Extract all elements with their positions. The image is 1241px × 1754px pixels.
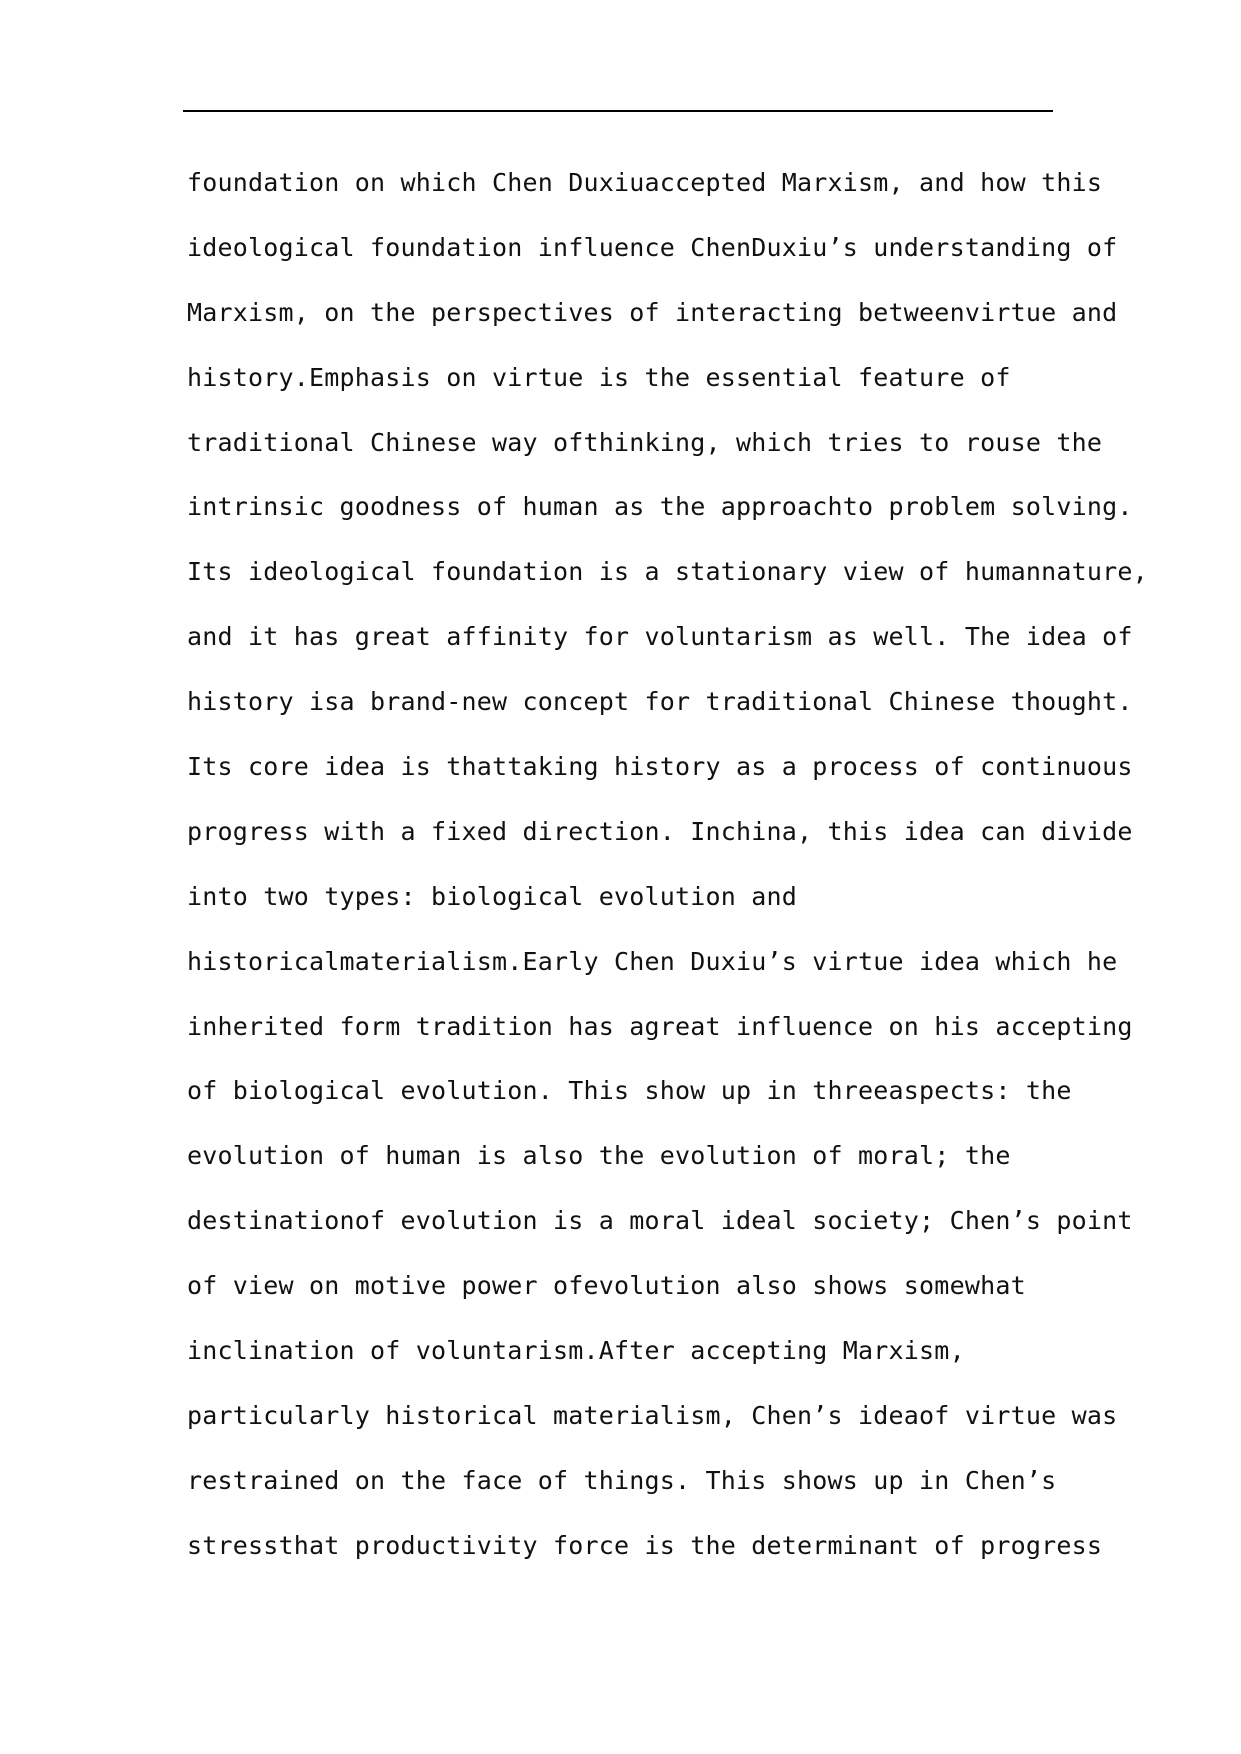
text-line: Marxism, on the perspectives of interacting betweenvirtue and xyxy=(187,297,1118,327)
text-line: progress with a fixed direction. Inchina, this idea can divide xyxy=(187,816,1133,846)
text-line: inherited form tradition has agreat influence on his accepting xyxy=(187,1011,1133,1041)
text-line: historicalmaterialism.Early Chen Duxiu’s virtue idea which he xyxy=(187,946,1118,976)
text-line: inclination of voluntarism.After accepting Marxism, xyxy=(187,1336,965,1366)
text-line: Its core idea is thattaking history as a process of continuous xyxy=(187,752,1133,782)
text-line: and it has great affinity for voluntarism as well. The idea of xyxy=(187,622,1133,652)
text-line: intrinsic goodness of human as the approachto problem solving. xyxy=(187,492,1133,522)
text-line: stressthat productivity force is the determinant of progress xyxy=(187,1530,1103,1560)
header-rule xyxy=(183,110,1053,112)
text-line: history isa brand-new concept for traditional Chinese thought. xyxy=(187,687,1133,717)
text-line: of view on motive power ofevolution also shows somewhat xyxy=(187,1271,1026,1301)
text-line: traditional Chinese way ofthinking, which tries to rouse the xyxy=(187,427,1103,457)
text-line: evolution of human is also the evolution of moral; the xyxy=(187,1141,1011,1171)
text-line: ideological foundation influence ChenDuxiu’s understanding of xyxy=(187,232,1118,262)
text-line: into two types: biological evolution and xyxy=(187,881,798,911)
text-line: of biological evolution. This show up in threeaspects: the xyxy=(187,1076,1072,1106)
text-line: destinationof evolution is a moral ideal society; Chen’s point xyxy=(187,1206,1133,1236)
text-line: particularly historical materialism, Chen’s ideaof virtue was xyxy=(187,1400,1118,1430)
body-paragraph xyxy=(187,157,1148,1585)
text-line: foundation on which Chen Duxiuaccepted Marxism, and how this xyxy=(187,168,1103,197)
text-line: Its ideological foundation is a stationary view of humannature, xyxy=(187,557,1148,587)
text-line: restrained on the face of things. This shows up in Chen’s xyxy=(187,1465,1057,1495)
text-line: history.Emphasis on virtue is the essential feature of xyxy=(187,362,1011,392)
